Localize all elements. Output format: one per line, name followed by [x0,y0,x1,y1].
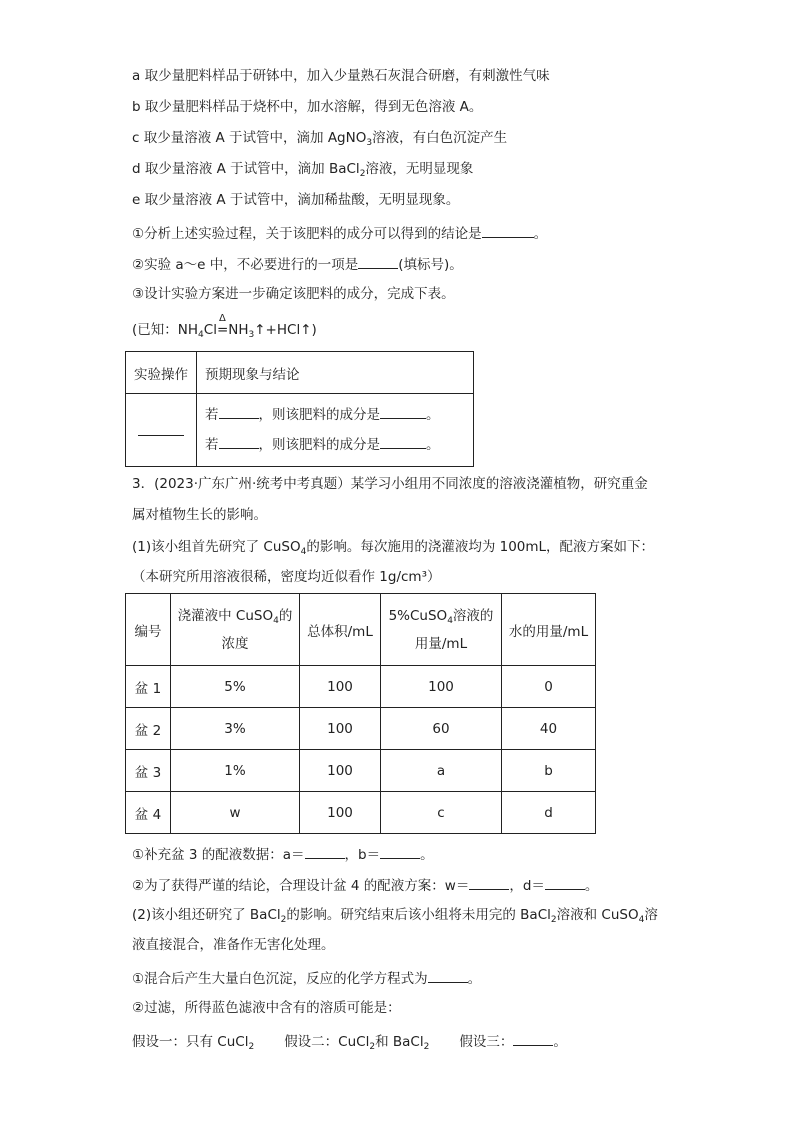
cell-water: d [502,792,596,834]
h-use-2: 溶液的 [452,607,494,624]
header-total: 总体积/mL [300,594,381,666]
header-concentration [171,594,300,666]
header-use [381,594,502,666]
cell-water: b [502,750,596,792]
m1-pre: ①混合后产生大量白色沉淀，反应的化学方程式为 [132,971,428,987]
question-2-end: (填标号)。 [398,257,463,273]
answer-blank[interactable] [380,403,426,419]
cell-total: 100 [300,666,381,708]
cell-total: 100 [300,708,381,750]
end-text: 。 [426,437,440,453]
q3-intro-2: 属对植物生长的影响。 [132,507,267,523]
header-result: 预期现象与结论 [197,352,474,394]
q3-sub1-end: 。 [420,847,434,863]
then-text: ，则该肥料的成分是 [258,437,380,453]
known-cl: Cl [203,322,217,338]
answer-blank[interactable] [305,843,345,859]
hyp1: 假设一：只有 CuCl [132,1034,249,1050]
question-2-text: ②实验 a～e 中，不必要进行的一项是 [132,257,359,273]
cell-water: 0 [502,666,596,708]
step-c-text2: 溶液，有白色沉淀产生 [372,130,508,146]
hyp2-sub: 2 [369,1042,376,1052]
then-text: ，则该肥料的成分是 [258,407,380,423]
cell-id: 盆 3 [126,750,171,792]
header-id: 编号 [126,594,171,666]
cell-conc: 1% [171,750,300,792]
question-1-text: ①分析上述实验过程，关于该肥料的成分可以得到的结论是 [132,226,482,242]
step-c [132,128,507,148]
step-c-sub: 3 [366,138,373,148]
operation-cell [126,394,197,467]
q3-note: （本研究所用溶液很稀，密度均近似看作 1g/cm³） [132,569,441,585]
known-sub3: 3 [248,330,255,340]
cell-use: 60 [381,708,502,750]
q3-sub2-text: ②为了获得严谨的结论，合理设计盆 4 的配液方案：w＝ [132,878,470,894]
answer-blank[interactable] [513,1030,553,1046]
known-equation [132,313,317,340]
cell-conc: 3% [171,708,300,750]
q3-part1-text2: 的影响。每次施用的浇灌液均为 100mL，配液方案如下： [306,539,655,555]
result-line-2 [205,430,473,460]
q3-sub1 [132,843,434,865]
hyp2-sub2: 2 [423,1042,430,1052]
end-text: 。 [426,407,440,423]
cell-conc: 5% [171,666,300,708]
step-a: a 取少量肥料样品于研钵中，加入少量熟石灰混合研磨，有刺激性气味 [132,68,550,84]
question-1 [132,222,547,244]
h-conc-sub: 4 [273,615,279,626]
header-operation: 实验操作 [126,352,197,394]
question-1-end: 。 [533,226,548,242]
p2-pre: (2)该小组还研究了 BaCl [132,907,281,923]
q3-sub1-mid: ，b＝ [344,847,381,863]
cell-id: 盆 2 [126,708,171,750]
step-d-text: d 取少量溶液 A 于试管中，滴加 BaCl [132,161,360,177]
answer-blank[interactable] [469,874,509,890]
answer-blank[interactable] [380,843,420,859]
answer-blank[interactable] [482,222,534,238]
p2-sub2: 2 [550,915,557,925]
result-cell [197,394,474,467]
header-water: 水的用量/mL [502,594,596,666]
table-row [126,708,596,750]
q3-part1 [132,537,654,557]
h-use-3: 用量/mL [414,635,468,652]
q3-mix-1 [132,967,481,989]
hypotheses [132,1030,567,1052]
h-conc-1: 浇灌液中 CuSO [177,607,274,624]
cell-water: 40 [502,708,596,750]
q3-sub2 [132,874,598,896]
cell-use: a [381,750,502,792]
answer-blank[interactable] [138,420,184,436]
q3-sub1-text: ①补充盆 3 的配液数据：a＝ [132,847,305,863]
solution-table [125,593,596,834]
answer-blank[interactable] [428,967,468,983]
q3-part1-text: (1)该小组首先研究了 CuSO [132,539,301,555]
answer-blank[interactable] [219,403,259,419]
hyp3: 假设三： [459,1034,514,1050]
known-open: (已知：NH [132,322,199,338]
cell-total: 100 [300,792,381,834]
hyp3-end: 。 [553,1034,567,1050]
q3-part2 [132,905,658,925]
known-sub4: 4 [198,330,204,340]
answer-blank[interactable] [380,433,426,449]
answer-blank[interactable] [545,874,585,890]
equals-sign: = [216,322,229,338]
hyp1-sub: 2 [248,1042,255,1052]
cell-id: 盆 1 [126,666,171,708]
step-d [132,159,473,179]
if-text: 若 [205,407,219,423]
hyp2-mid: 和 BaCl [375,1034,424,1050]
question-2 [132,253,463,275]
h-conc-3: 浓度 [221,635,249,652]
delta-equals [216,313,229,340]
cell-id: 盆 4 [126,792,171,834]
delta-symbol: Δ [218,313,226,324]
q3-mix-2: ②过滤，所得蓝色滤液中含有的溶质可能是： [132,1000,401,1016]
p2-mid: 的影响。研究结束后该小组将未用完的 BaCl [286,907,551,923]
table-row [126,666,596,708]
step-c-text: c 取少量溶液 A 于试管中，滴加 AgNO [132,130,367,146]
q3-part2-line2: 液直接混合，准备作无害化处理。 [132,937,335,953]
h-use-sub: 4 [447,615,453,626]
step-e: e 取少量溶液 A 于试管中，滴加稀盐酸，无明显现象。 [132,192,460,208]
p2-end: 溶 [644,907,658,923]
cell-total: 100 [300,750,381,792]
q3-intro-1: 3．(2023·广东广州·统考中考真题）某学习小组用不同浓度的溶液浇灌植物，研究重金 [132,476,648,492]
cell-use: 100 [381,666,502,708]
p2-sub: 2 [280,915,287,925]
question-3: ③设计实验方案进一步确定该肥料的成分，完成下表。 [132,286,455,302]
m1-end: 。 [467,971,482,987]
table-row [126,750,596,792]
p2-mid2: 溶液和 CuSO [556,907,639,923]
step-b: b 取少量肥料样品于烧杯中，加水溶解，得到无色溶液 A。 [132,99,483,115]
known-tail: ↑+HCl↑) [254,322,317,338]
p2-sub3: 4 [638,915,645,925]
q3-sub2-mid: ，d＝ [509,878,545,894]
experiment-table [125,351,474,467]
hyp2: 假设二：CuCl [284,1034,370,1050]
if-text: 若 [205,437,219,453]
known-nh: NH [228,322,249,338]
answer-blank[interactable] [358,253,398,269]
h-use-1: 5%CuSO [388,607,448,624]
cell-use: c [381,792,502,834]
answer-blank[interactable] [219,433,259,449]
cell-conc: w [171,792,300,834]
step-d-sub: 2 [359,169,366,179]
table-row [126,792,596,834]
step-d-text2: 溶液，无明显现象 [365,161,474,177]
h-conc-2: 的 [278,607,293,624]
q3-part1-sub: 4 [300,547,307,557]
result-line-1 [205,400,473,430]
q3-sub2-end: 。 [584,878,599,894]
